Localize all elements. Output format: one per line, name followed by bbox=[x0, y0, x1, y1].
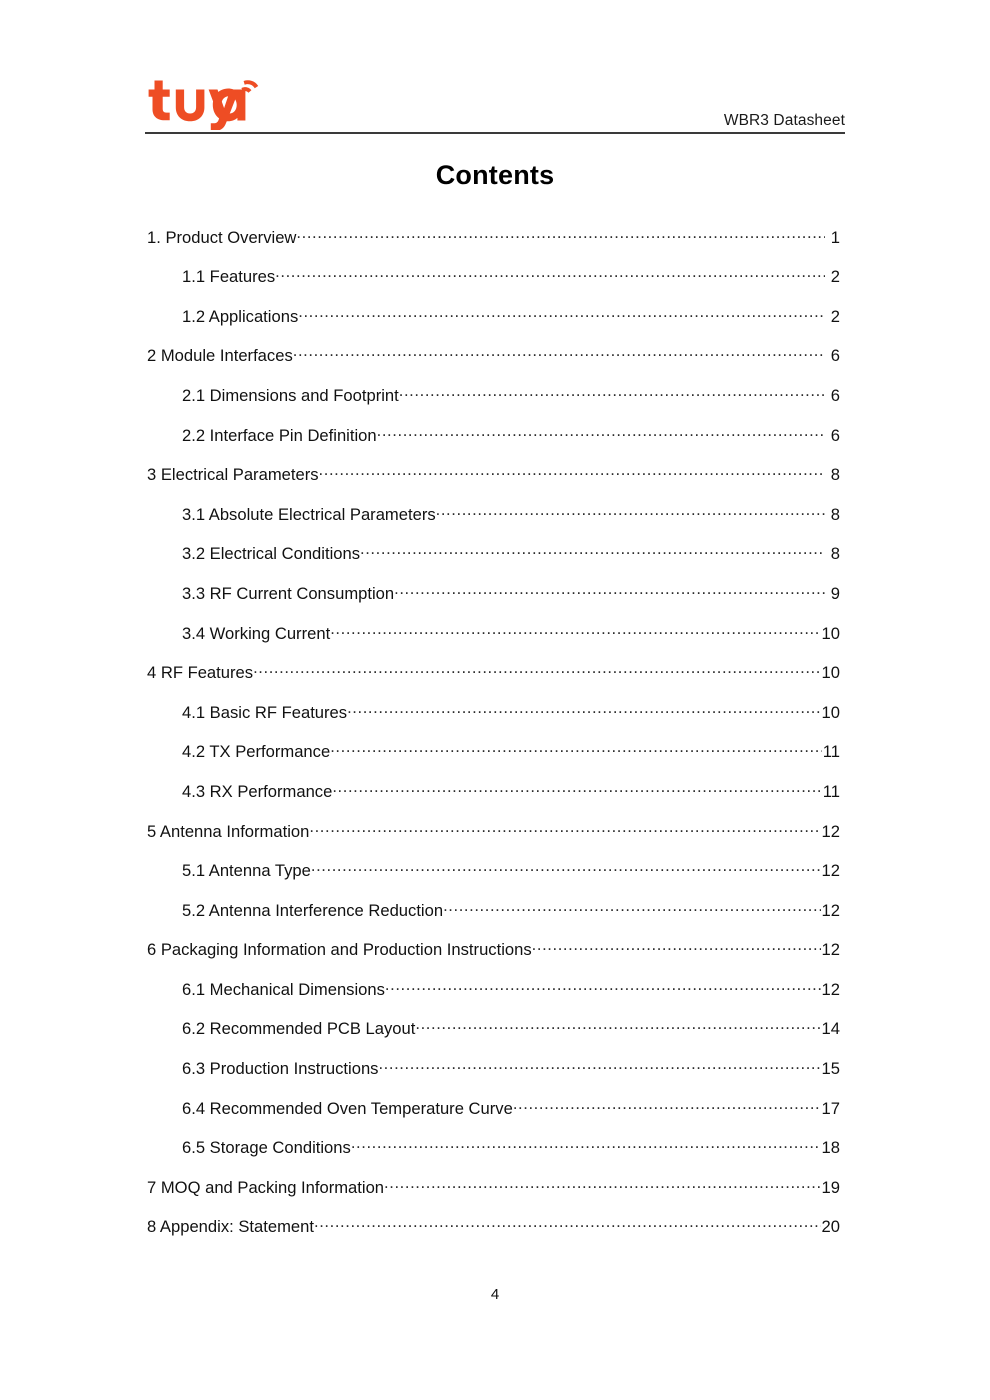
toc-entry-page-number: 14 bbox=[821, 1019, 840, 1039]
toc-entry[interactable] bbox=[147, 662, 840, 702]
toc-dot-leader bbox=[330, 741, 822, 758]
toc-entry[interactable] bbox=[147, 939, 840, 979]
toc-entry[interactable] bbox=[147, 1216, 840, 1256]
toc-entry-page-number: 12 bbox=[821, 821, 840, 841]
toc-dot-leader bbox=[384, 1176, 820, 1193]
toc-entry-label: 4 RF Features bbox=[147, 663, 254, 683]
toc-entry-page-number: 20 bbox=[821, 1217, 840, 1237]
toc-dot-leader bbox=[360, 543, 825, 560]
toc-entry-page-number: 6 bbox=[830, 346, 840, 366]
toc-entry-label: 1. Product Overview bbox=[147, 227, 297, 247]
toc-dot-leader bbox=[351, 1137, 821, 1154]
toc-dot-leader bbox=[378, 1057, 820, 1074]
toc-entry[interactable] bbox=[147, 701, 840, 741]
toc-dot-leader bbox=[298, 305, 825, 322]
toc-entry-page-number: 12 bbox=[821, 861, 840, 881]
toc-entry-label: 3.1 Absolute Electrical Parameters bbox=[182, 504, 436, 524]
toc-dot-leader bbox=[385, 978, 821, 995]
toc-entry-page-number: 11 bbox=[822, 781, 840, 801]
toc-entry-label: 4.2 TX Performance bbox=[182, 742, 331, 762]
toc-entry-label: 2.2 Interface Pin Definition bbox=[182, 425, 377, 445]
toc-dot-leader bbox=[443, 899, 820, 916]
toc-entry[interactable] bbox=[147, 503, 840, 543]
footer-page-number: 4 bbox=[490, 1286, 500, 1303]
toc-entry-page-number: 12 bbox=[821, 979, 840, 999]
toc-entry[interactable] bbox=[147, 424, 840, 464]
toc-dot-leader bbox=[513, 1097, 821, 1114]
table-of-contents bbox=[147, 226, 840, 1255]
toc-dot-leader bbox=[394, 582, 825, 599]
toc-dot-leader bbox=[253, 662, 820, 679]
toc-entry[interactable] bbox=[147, 1137, 840, 1177]
header-document-title: WBR3 Datasheet bbox=[723, 112, 845, 129]
toc-entry-page-number: 1 bbox=[830, 227, 840, 247]
header-divider bbox=[145, 132, 845, 134]
toc-entry-page-number: 6 bbox=[830, 385, 840, 405]
toc-dot-leader bbox=[275, 266, 825, 283]
toc-entry-page-number: 12 bbox=[821, 900, 840, 920]
toc-entry[interactable] bbox=[147, 543, 840, 583]
toc-entry[interactable] bbox=[147, 582, 840, 622]
toc-entry-label: 5.2 Antenna Interference Reduction bbox=[182, 900, 444, 920]
toc-dot-leader bbox=[309, 820, 820, 837]
tuya-logo-icon bbox=[148, 74, 260, 130]
toc-entry-label: 1.1 Features bbox=[182, 267, 276, 287]
toc-entry-page-number: 9 bbox=[830, 583, 840, 603]
toc-entry-page-number: 10 bbox=[821, 623, 840, 643]
tuya-logo bbox=[148, 74, 260, 130]
toc-entry-page-number: 11 bbox=[822, 742, 840, 762]
toc-dot-leader bbox=[436, 503, 825, 520]
toc-entry-page-number: 15 bbox=[821, 1059, 840, 1079]
toc-entry-label: 6.3 Production Instructions bbox=[182, 1059, 379, 1079]
toc-entry-label: 1.2 Applications bbox=[182, 306, 299, 326]
toc-entry[interactable] bbox=[147, 978, 840, 1018]
toc-entry-page-number: 18 bbox=[821, 1138, 840, 1158]
toc-dot-leader bbox=[293, 345, 825, 362]
toc-entry-label: 7 MOQ and Packing Information bbox=[147, 1177, 385, 1197]
toc-entry-page-number: 17 bbox=[821, 1098, 840, 1118]
toc-entry-page-number: 19 bbox=[821, 1177, 840, 1197]
toc-entry[interactable] bbox=[147, 1176, 840, 1216]
toc-entry-page-number: 8 bbox=[830, 544, 840, 564]
toc-entry-label: 6 Packaging Information and Production Instructions bbox=[147, 940, 532, 960]
page-header bbox=[145, 66, 845, 136]
toc-dot-leader bbox=[330, 622, 820, 639]
toc-entry-page-number: 12 bbox=[821, 940, 840, 960]
toc-entry[interactable] bbox=[147, 305, 840, 345]
toc-entry-label: 4.1 Basic RF Features bbox=[182, 702, 348, 722]
toc-dot-leader bbox=[319, 464, 825, 481]
toc-entry-label: 3.4 Working Current bbox=[182, 623, 331, 643]
toc-entry-label: 4.3 RX Performance bbox=[182, 781, 333, 801]
toc-entry-page-number: 2 bbox=[830, 306, 840, 326]
toc-entry[interactable] bbox=[147, 741, 840, 781]
toc-entry[interactable] bbox=[147, 266, 840, 306]
toc-entry[interactable] bbox=[147, 464, 840, 504]
toc-entry-label: 6.4 Recommended Oven Temperature Curve bbox=[182, 1098, 513, 1118]
toc-entry-page-number: 8 bbox=[830, 504, 840, 524]
toc-entry-label: 5.1 Antenna Type bbox=[182, 861, 311, 881]
toc-entry-label: 3.3 RF Current Consumption bbox=[182, 583, 395, 603]
toc-entry-label: 5 Antenna Information bbox=[147, 821, 310, 841]
toc-entry[interactable] bbox=[147, 622, 840, 662]
toc-entry[interactable] bbox=[147, 1018, 840, 1058]
toc-entry-page-number: 8 bbox=[830, 465, 840, 485]
toc-entry-page-number: 10 bbox=[821, 663, 840, 683]
toc-entry-label: 6.1 Mechanical Dimensions bbox=[182, 979, 385, 999]
toc-dot-leader bbox=[399, 384, 825, 401]
toc-entry-label: 6.5 Storage Conditions bbox=[182, 1138, 351, 1158]
toc-entry[interactable] bbox=[147, 1097, 840, 1137]
toc-entry-label: 6.2 Recommended PCB Layout bbox=[182, 1019, 416, 1039]
toc-entry[interactable] bbox=[147, 899, 840, 939]
toc-entry-label: 2 Module Interfaces bbox=[147, 346, 293, 366]
toc-dot-leader bbox=[314, 1216, 821, 1233]
toc-dot-leader bbox=[347, 701, 820, 718]
toc-dot-leader bbox=[311, 860, 821, 877]
toc-entry-label: 2.1 Dimensions and Footprint bbox=[182, 385, 399, 405]
toc-entry[interactable] bbox=[147, 345, 840, 385]
toc-entry-page-number: 10 bbox=[821, 702, 840, 722]
toc-entry[interactable] bbox=[147, 226, 840, 266]
toc-entry-page-number: 6 bbox=[830, 425, 840, 445]
toc-entry[interactable] bbox=[147, 860, 840, 900]
toc-entry[interactable] bbox=[147, 384, 840, 424]
toc-entry-label: 3 Electrical Parameters bbox=[147, 465, 319, 485]
toc-entry[interactable] bbox=[147, 820, 840, 860]
toc-dot-leader bbox=[332, 780, 821, 797]
toc-entry[interactable] bbox=[147, 1057, 840, 1097]
toc-dot-leader bbox=[415, 1018, 820, 1035]
toc-dot-leader bbox=[377, 424, 825, 441]
toc-entry-page-number: 2 bbox=[830, 267, 840, 287]
toc-entry[interactable] bbox=[147, 780, 840, 820]
toc-entry-label: 8 Appendix: Statement bbox=[147, 1217, 314, 1237]
toc-dot-leader bbox=[532, 939, 821, 956]
page-title: Contents bbox=[435, 160, 555, 190]
toc-dot-leader bbox=[296, 226, 825, 243]
toc-entry-label: 3.2 Electrical Conditions bbox=[182, 544, 361, 564]
